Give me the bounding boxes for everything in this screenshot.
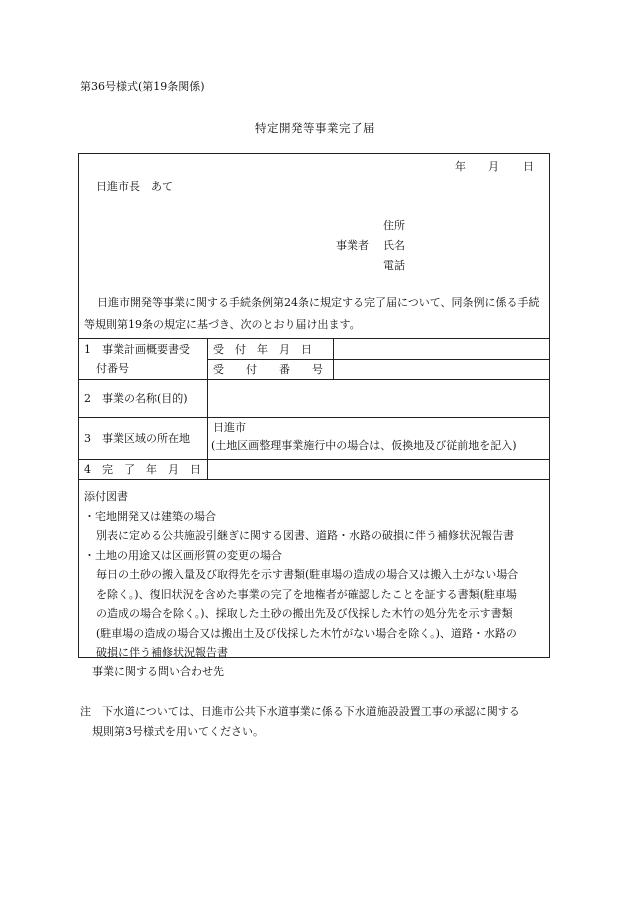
row-divider: [207, 359, 550, 360]
date-day-label: 日: [523, 160, 534, 173]
attachment-line: 破損に伴う補修状況報告書: [96, 646, 228, 659]
row-divider: [78, 459, 550, 460]
row-divider: [78, 338, 550, 339]
row-divider: [78, 479, 550, 480]
inquiry-label: 事業に関する問い合わせ先: [92, 665, 224, 678]
phone-label: 電話: [383, 259, 405, 272]
document-title: 特定開発等事業完了届: [255, 121, 375, 135]
item1-label-line1: 1 事業計画概要書受: [84, 343, 190, 356]
addressee: 日進市長 あて: [96, 180, 173, 193]
attachment-line: の造成の場合を除く。)、採取した土砂の搬出先及び伐採した木竹の処分先を示す書類: [96, 607, 513, 620]
attachments-section: [84, 487, 546, 663]
item3-label: 3 事業区域の所在地: [84, 432, 190, 445]
row-divider: [78, 379, 550, 380]
item4-label: 4 完 了 年 月 日: [84, 463, 201, 476]
applicant-role: 事業者: [336, 239, 369, 252]
attachment-line: (駐車場の造成の場合又は搬出土及び伐採した木竹がない場合を除く。)、道路・水路の: [96, 626, 517, 640]
item3-city: 日進市: [213, 421, 246, 434]
footnote-line2: 規則第3号様式を用いてください。: [92, 725, 264, 738]
footnote: [80, 702, 550, 742]
name-label: 氏名: [383, 239, 405, 252]
column-divider: [333, 338, 334, 379]
attachment-line: 毎日の土砂の搬入量及び取得先を示す書類(駐車場の造成の場合又は搬入土がない場合: [96, 568, 519, 581]
date-month-label: 月: [488, 160, 499, 173]
item3-note: (土地区画整理事業施行中の場合は、仮換地及び従前地を記入): [211, 439, 517, 452]
column-divider: [207, 338, 208, 479]
body-text-content: 日進市開発等事業に関する手続条例第24条に規定する完了届について、同条例に係る手続等規則第19条の規定に基づき、次のとおり届け出ます。: [84, 296, 540, 331]
attachment-line: 別表に定める公共施設引継ぎに関する図書、道路・水路の破損に伴う補修状況報告書: [96, 529, 514, 542]
form-number: 第36号様式(第19条関係): [80, 80, 205, 93]
attachments-heading: 添付図書: [84, 490, 128, 503]
attachment-line: を除く。)、復旧状況を含めた事業の完了を地権者が確認したことを証する書類(駐車場: [96, 587, 517, 601]
attachment-line: ・宅地開発又は建築の場合: [84, 509, 216, 523]
attachment-line: ・土地の用途又は区画形質の変更の場合: [84, 548, 282, 562]
receipt-date-label: 受 付 年 月 日: [213, 343, 312, 356]
receipt-number-label: 受 付 番 号: [213, 363, 323, 376]
row-divider: [78, 417, 550, 418]
address-label: 住所: [383, 219, 405, 232]
item1-label-line2: 付番号: [96, 362, 129, 375]
footnote-line1: 注 下水道については、日進市公共下水道事業に係る下水道施設設置工事の承認に関する: [80, 705, 520, 718]
body-text: [84, 292, 546, 336]
date-year-label: 年: [455, 160, 466, 173]
item2-label: 2 事業の名称(目的): [84, 392, 188, 405]
